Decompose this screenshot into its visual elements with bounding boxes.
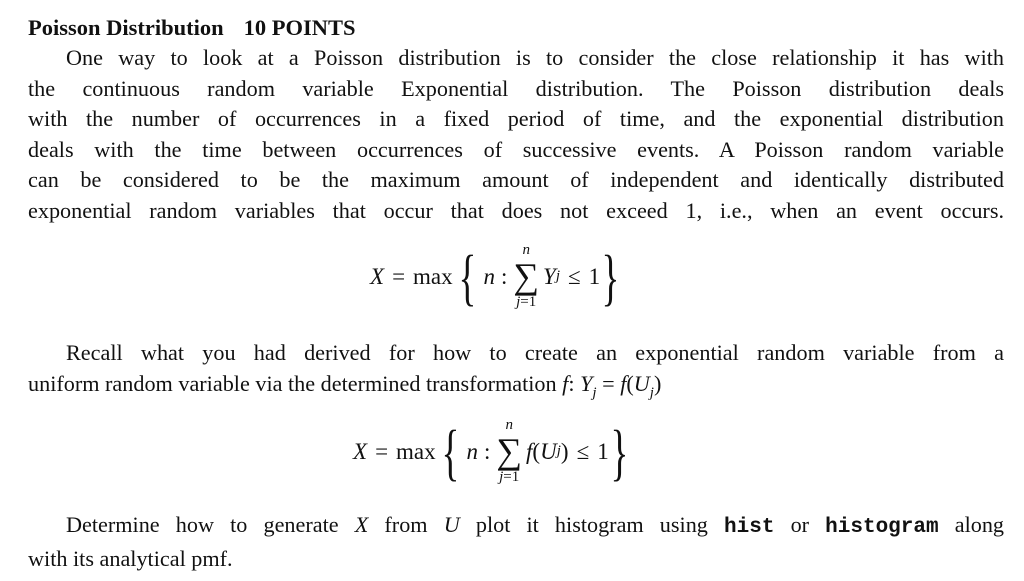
left-brace: { bbox=[441, 416, 459, 487]
eq-bound: 1 bbox=[597, 438, 609, 464]
paragraph-line bbox=[28, 369, 1004, 409]
code-histogram: histogram bbox=[825, 516, 939, 539]
eq-lhs: X bbox=[370, 263, 385, 289]
sum-lower-limit bbox=[516, 295, 536, 310]
paragraph-line: the continuous random variable Exponential distribution. The Poisson distribution deals bbox=[28, 75, 1004, 101]
equation-poisson-max-sum-transform bbox=[353, 418, 630, 485]
recall-text: uniform random variable via the determined transformation bbox=[28, 370, 557, 396]
paragraph-line: with the number of occurrences in a fixed period of time, and the exponential distribution bbox=[28, 106, 1004, 132]
task-paragraph bbox=[28, 510, 1004, 574]
summation bbox=[496, 418, 522, 485]
section-points: 10 POINTS bbox=[243, 15, 356, 40]
intro-paragraph bbox=[28, 43, 1004, 227]
left-brace: { bbox=[458, 241, 476, 312]
eq-term-sub: j bbox=[556, 443, 561, 459]
sum-upper-limit: n bbox=[522, 242, 530, 258]
math-paren-close: ) bbox=[653, 370, 662, 396]
sum-upper-limit: n bbox=[505, 417, 513, 433]
paragraph-line: One way to look at a Poisson distribution is to consider the close relationship it has with bbox=[66, 45, 1004, 70]
paragraph-line: with its analytical pmf. bbox=[28, 545, 233, 571]
task-text: plot it histogram using bbox=[475, 512, 708, 537]
task-text: or bbox=[790, 512, 810, 537]
equation-poisson-max-sum-exponential bbox=[370, 243, 621, 310]
math-U-sub: j bbox=[649, 384, 654, 401]
eq-var-n: n bbox=[483, 263, 495, 289]
eq-lhs: X bbox=[353, 438, 368, 464]
paragraph-line: Recall what you had derived for how to create an exponential random variable from a bbox=[66, 340, 1004, 365]
section-title: Poisson Distribution bbox=[28, 15, 224, 40]
math-U: U bbox=[443, 512, 460, 537]
eq-max: max bbox=[396, 438, 436, 464]
sum-index: j bbox=[516, 294, 521, 310]
math-U: U bbox=[633, 370, 650, 396]
eq-leq: ≤ bbox=[568, 263, 581, 289]
eq-term-U: U bbox=[540, 438, 557, 464]
sum-start: =1 bbox=[503, 469, 520, 485]
eq-var-n: n bbox=[466, 438, 478, 464]
math-Y: Y bbox=[580, 370, 593, 396]
task-text: from bbox=[384, 512, 428, 537]
sum-index: j bbox=[499, 469, 504, 485]
eq-paren-open: ( bbox=[532, 438, 541, 464]
eq-leq: ≤ bbox=[576, 438, 590, 464]
task-text: Determine how to generate bbox=[66, 512, 339, 537]
sigma-symbol: ∑ bbox=[496, 431, 523, 471]
math-f: f bbox=[562, 370, 569, 396]
eq-colon: : bbox=[500, 263, 508, 289]
code-hist: hist bbox=[724, 516, 775, 539]
eq-colon: : bbox=[483, 438, 491, 464]
task-text: along bbox=[954, 512, 1005, 537]
right-brace: } bbox=[601, 241, 620, 312]
summation bbox=[513, 243, 539, 310]
sum-start: =1 bbox=[520, 294, 537, 310]
paragraph-line bbox=[28, 510, 1004, 544]
math-X: X bbox=[354, 512, 369, 537]
paragraph-line: deals with the time between occurrences of successive events. A Poisson random variable bbox=[28, 136, 1004, 162]
eq-term-sub: j bbox=[555, 268, 560, 284]
eq-max: max bbox=[413, 263, 453, 289]
math-f2: f bbox=[620, 370, 627, 396]
sum-lower-limit bbox=[499, 470, 519, 485]
paragraph-line: can be considered to be the maximum amount of independent and identically distributed bbox=[28, 167, 1004, 193]
eq-equals: = bbox=[375, 438, 389, 464]
recall-paragraph bbox=[28, 338, 1004, 408]
eq-equals: = bbox=[392, 263, 406, 289]
math-paren-open: ( bbox=[626, 370, 634, 396]
math-Y-sub: j bbox=[592, 384, 597, 401]
paragraph-line: exponential random variables that occur that does not exceed 1, i.e., when an event occurs. bbox=[28, 197, 1004, 223]
eq-term-f: f bbox=[526, 438, 533, 464]
section-heading bbox=[28, 14, 1004, 42]
math-equals: = bbox=[602, 370, 615, 396]
eq-bound: 1 bbox=[588, 263, 601, 289]
sigma-symbol: ∑ bbox=[513, 256, 540, 296]
right-brace: } bbox=[610, 416, 629, 487]
document-page bbox=[28, 14, 1004, 227]
eq-term-Y: Y bbox=[543, 263, 556, 289]
math-colon: : bbox=[568, 370, 575, 396]
eq-paren-close: ) bbox=[560, 438, 569, 464]
